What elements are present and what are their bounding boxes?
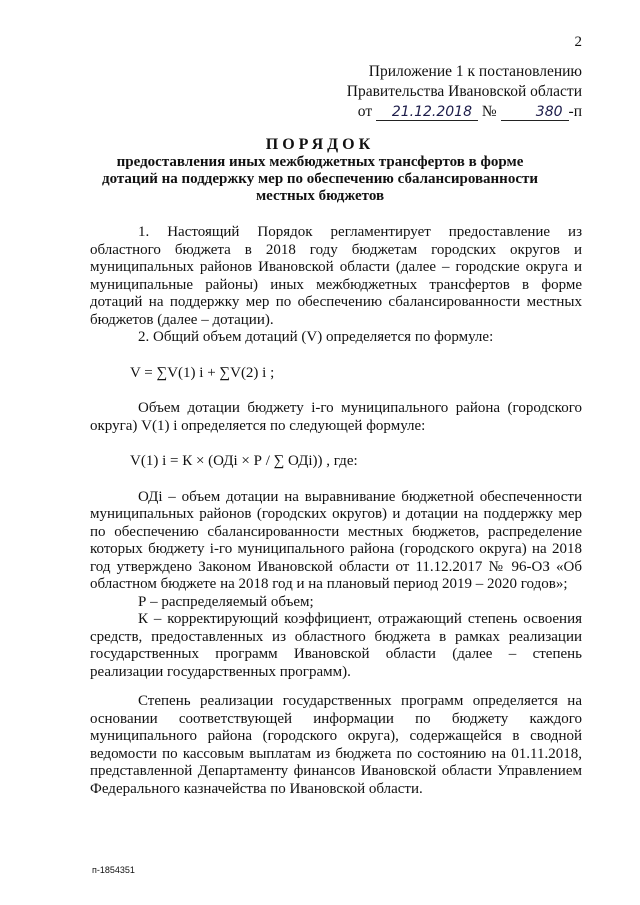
- handwritten-number: 380: [501, 104, 569, 121]
- paragraph-7: Степень реализации государственных программ определяется на основании соответствующей информации по бюджету каждого муниципального района (городского округа), содержащейся в сводной ведомости по кассовым выплатам из бюджета по состоянию на 01.11.2018, представленной Департаменту финансов Ивановской области Управлением Федерального казначейства по Ивановской области.: [90, 693, 582, 797]
- number-label: №: [481, 103, 497, 120]
- appendix-line-1: Приложение 1 к постановлению: [368, 63, 582, 80]
- appendix-date-line: [347, 102, 582, 122]
- appendix-line-2: Правительства Ивановской области: [346, 83, 582, 100]
- document-subtitle: предоставления иных межбюджетных трансфертов в форме дотаций на поддержку мер по обеспечению сбалансированности местных бюджетов: [101, 154, 538, 204]
- spacer: [90, 681, 582, 693]
- appendix-header: [347, 62, 582, 122]
- footer-code: п-1854351: [92, 865, 135, 875]
- paragraph-1: 1. Настоящий Порядок регламентирует предоставление из областного бюджета в 2018 году бюджетам городских округов и муниципальных районов Ивановской области (далее – городские округа и муниципальные районы) иных межбюджетных трансфертов в форме дотаций на поддержку мер по обеспечению сбалансированности местных бюджетов (далее – дотации).: [90, 224, 582, 328]
- paragraph-2: 2. Общий объем дотаций (V) определяется по формуле:: [138, 329, 494, 345]
- paragraph-5: Р – распределяемый объем;: [138, 593, 314, 610]
- paragraph-3: Объем дотации бюджету i-го муниципального района (городского округа) V(1) i определяется по следующей формуле:: [90, 400, 582, 434]
- page-number: 2: [574, 34, 582, 50]
- handwritten-date: 21.12.2018: [376, 104, 478, 121]
- paragraph-4: ОДi – объем дотации на выравнивание бюджетной обеспеченности муниципальных районов (городских округов) и дотации на поддержку мер по обеспечению сбалансированности местных бюджетов, распределение которых бюджету i-го муниципального района (городского округа) на 2018 год утверждено Законом Ивановской области от 11.12.2017 № 96-ОЗ «Об областном бюджете на 2018 год и на плановый период 2019 – 2020 годов»;: [90, 488, 582, 592]
- formula-district: V(1) i = К × (ОДi × Р / ∑ ОДi)) , где:: [130, 453, 358, 469]
- document-title: ПОРЯДОК: [265, 136, 375, 153]
- document-body: [90, 224, 582, 798]
- date-prefix: от: [357, 103, 373, 120]
- number-suffix: -п: [568, 103, 582, 120]
- formula-total: V = ∑V(1) i + ∑V(2) i ;: [130, 364, 275, 381]
- paragraph-6: К – корректирующий коэффициент, отражающий степень освоения средств, предоставленных из областного бюджета в рамках реализации государственных программ Ивановской области (далее – степень реализации государственных программ).: [90, 611, 582, 680]
